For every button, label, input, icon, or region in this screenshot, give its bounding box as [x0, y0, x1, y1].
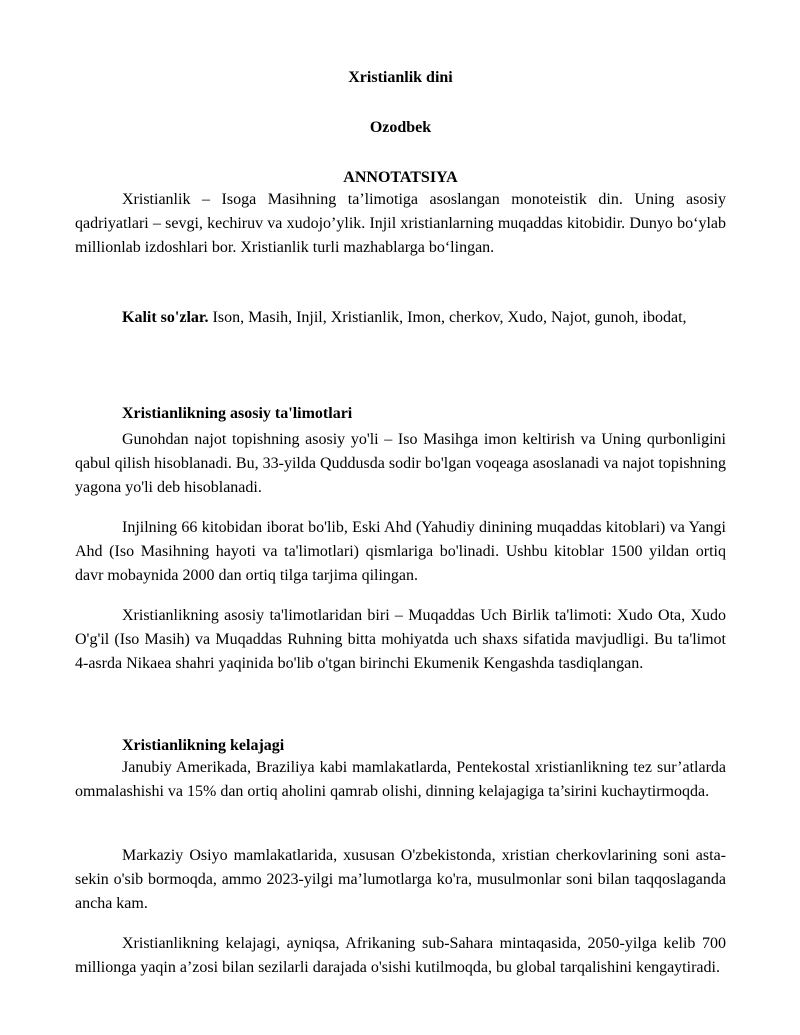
- keywords-list: Ison, Masih, Injil, Xristianlik, Imon, cherkov, Xudo, Najot, gunoh, ibodat,: [208, 309, 687, 326]
- section-heading-future: Xristianlikning kelajagi: [122, 737, 285, 754]
- annotation-heading: ANNOTATSIYA: [343, 169, 458, 186]
- teachings-paragraph-3: Xristianlikning asosiy ta'limotlaridan biri – Muqaddas Uch Birlik ta'limoti: Xudo Ota, Xudo O'g'il (Iso Masih) va Muqaddas Ruhning bitta mohiyatda uch shaxs sifatida mavjudligi. Bu ta'limot 4-asrda Nikaea shahri yaqinida bo'lib o'tgan birinchi Ekumenik Kengashda tasdiqlangan.: [75, 607, 726, 672]
- document-author: Ozodbek: [369, 119, 432, 136]
- future-paragraph-2: Markaziy Osiyo mamlakatlarida, xususan O'zbekistonda, xristian cherkovlarining soni asta-sekin o'sib bormoqda, ammo 2023-yilgi ma’lumotlarga ko'ra, musulmonlar soni bilan taqqoslaganda ancha kam.: [75, 847, 726, 912]
- annotation-paragraph: Xristianlik – Isoga Masihning ta’limotiga asoslangan monoteistik din. Uning asosiy qadriyatlari – sevgi, kechiruv va xudojo’ylik. Injil xristianlarning muqaddas kitobidir. Dunyo bo‘ylab millionlab izdoshlari bor. Xristianlik turli mazhablarga bo‘lingan.: [75, 191, 726, 256]
- future-paragraph-1: Janubiy Amerikada, Braziliya kabi mamlakatlarda, Pentekostal xristianlikning tez sur’atlarda ommalashishi va 15% dan ortiq aholini qamrab olishi, dinning kelajagiga ta’sirini kuchaytirmoqda.: [75, 759, 726, 800]
- teachings-paragraph-1: Gunohdan najot topishning asosiy yo'li – Iso Masihga imon keltirish va Uning qurbonligini qabul qilish hisoblanadi. Bu, 33-yilda Quddusda sodir bo'lgan voqeaga asoslanadi va najot topishning yagona yo'li deb hisoblanadi.: [75, 431, 726, 496]
- section-heading-teachings: Xristianlikning asosiy ta'limotlari: [122, 405, 353, 422]
- future-paragraph-3: Xristianlikning kelajagi, ayniqsa, Afrikaning sub-Sahara mintaqasida, 2050-yilga kelib 700 millionga yaqin a’zosi bilan sezilarli darajada o'sishi kutilmoqda, bu global tarqalishini kengaytiradi.: [75, 935, 726, 976]
- teachings-paragraph-2: Injilning 66 kitobidan iborat bo'lib, Eski Ahd (Yahudiy dinining muqaddas kitoblari) va Yangi Ahd (Iso Masihning hayoti va ta'limotlari) qismlariga bo'linadi. Ushbu kitoblar 1500 yildan ortiq davr mobaynida 2000 dan ortiq tilga tarjima qilingan.: [75, 519, 726, 584]
- document-title: Xristianlik dini: [348, 69, 453, 86]
- keywords-paragraph: [75, 306, 726, 330]
- keywords-label: Kalit so'zlar.: [122, 309, 209, 326]
